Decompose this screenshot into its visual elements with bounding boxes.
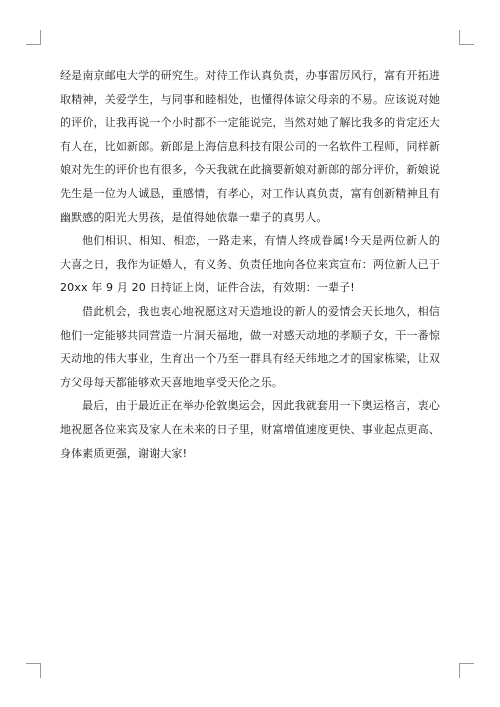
crop-mark-bottom-left bbox=[26, 663, 41, 678]
paragraph-1: 经是南京邮电大学的研究生。对待工作认真负责，办事雷厉风行，富有开拓进取精神，关爱学生，与同事和睦相处，也懂得体谅父母亲的不易。应该说对她的评价，让我再说一个小时都不一定能说完，当然对她了解比我多的肯定还大有人在，比如新郎。新郎是上海信息科技有限公司的一名软件工程师，同样新娘对先生的评价也有很多，今天我就在此摘要新娘对新郎的部分评价，新娘说先生是一位为人诚恳，重感情，有孝心，对工作认真负责，富有创新精神且有幽默感的阳光大男孩，是值得她依靠一辈子的真男人。 bbox=[60, 69, 440, 224]
paragraph-3: 借此机会，我也衷心地祝愿这对天造地设的新人的爱情会天长地久，相信他们一定能够共同营造一片洞天福地，做一对感天动地的孝顺子女，干一番惊天动地的伟大事业，生育出一个乃至一群具有经天纬地之才的国家栋梁，让双方父母每天都能够欢天喜地地享受天伦之乐。 bbox=[60, 304, 440, 389]
crop-mark-top-left bbox=[26, 30, 41, 45]
crop-mark-top-right bbox=[459, 30, 474, 45]
document-body bbox=[60, 64, 440, 465]
crop-mark-bottom-right bbox=[459, 663, 474, 678]
paragraph-2: 他们相识、相知、相恋，一路走来，有情人终成眷属!今天是两位新人的大喜之日，我作为证婚人，有义务、负责任地向各位来宾宣布：两位新人已于 20xx 年 9 月 20 日持证上岗，证件合法，有效期：一辈子! bbox=[60, 234, 440, 295]
paragraph-4: 最后，由于最近正在举办伦敦奥运会，因此我就套用一下奥运格言，衷心地祝愿各位来宾及家人在未来的日子里，财富增值速度更快、事业起点更高、身体素质更强，谢谢大家! bbox=[60, 399, 440, 460]
